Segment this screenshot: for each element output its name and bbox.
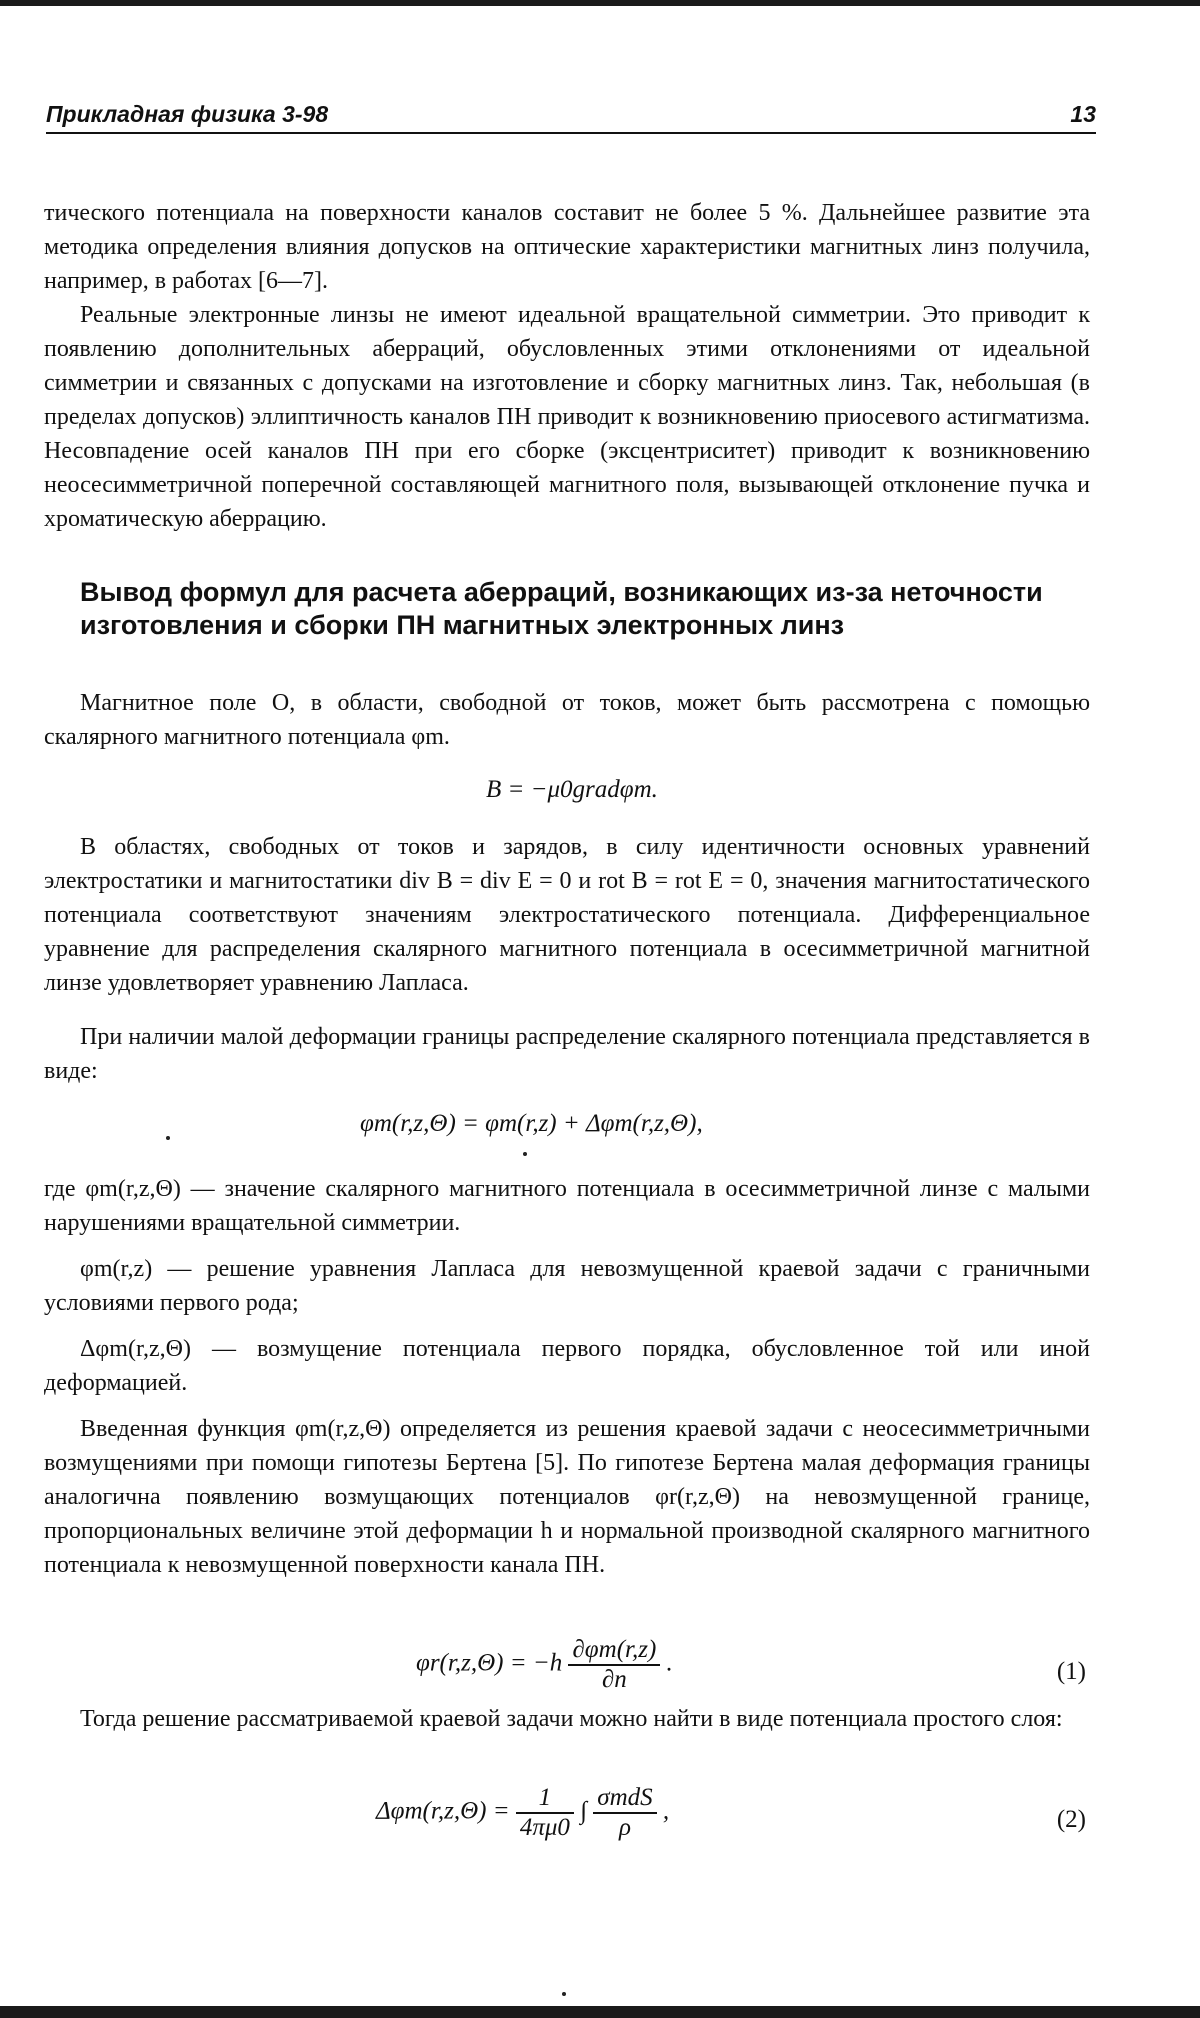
eq2-denominator-const: 4πμ0: [519, 1814, 570, 1841]
scan-speck: [166, 1136, 170, 1140]
paragraph-deformation: При наличии малой деформации границы распределение скалярного потенциала представляется в виде:: [44, 1024, 1090, 1084]
paragraph-continuation: тического потенциала на поверхности каналов составит не более 5 %. Дальнейшее развитие эта методика определения влияния допусков на оптические характеристики магнитных линз получила, например, в работах [6—7].: [44, 200, 1090, 294]
eq1-denominator: ∂n: [601, 1666, 627, 1693]
paragraph-simple-layer: Тогда решение рассматриваемой краевой задачи можно найти в виде потенциала простого слоя:: [80, 1706, 1063, 1732]
paragraph-where: где φm(r,z,Θ) — значение скалярного магнитного потенциала в осесимметричной линзе с малыми нарушениями вращательной симметрии.: [44, 1176, 1090, 1236]
eq2-numerator-const: 1: [516, 1784, 574, 1814]
equation-2: [376, 1784, 669, 1842]
paragraph-berten: Введенная функция φm(r,z,Θ) определяется из решения краевой задачи с неосесимметричными возмущениями при помощи гипотезы Бертена [5]. По гипотезе Бертена малая деформация границы аналогична появлению возмущающих потенциалов φr(r,z,Θ) на невозмущенной границе, пропорциональных величине этой деформации h и нормальной производной скалярного магнитного потенциала к невозмущенной поверхности канала ПН.: [44, 1416, 1090, 1578]
eq1-fraction: [568, 1636, 660, 1694]
section-heading: Вывод формул для расчета аберраций, возникающих из-за неточности изготовления и сборки ПН магнитных электронных линз: [80, 577, 1043, 640]
paragraph-real-lenses: Реальные электронные линзы не имеют идеальной вращательной симметрии. Это приводит к появлению дополнительных аберраций, обусловленных этими отклонениями от идеальной симметрии и связанных с допусками на изготовление и сборку магнитных линз. Так, небольшая (в пределах допусков) эллиптичность каналов ПН приводит к возникновению приосевого астигматизма. Несовпадение осей каналов ПН при его сборке (эксцентриситет) приводит к возникновению неосесимметричной поперечной составляющей магнитного поля, вызывающей отклонение пучка и хроматическую аберрацию.: [44, 302, 1090, 532]
eq1-numerator: ∂φm(r,z): [568, 1636, 660, 1666]
eq2-denominator-integrand: ρ: [618, 1814, 631, 1841]
eq2-integral: ∫: [580, 1797, 588, 1825]
equation-1: [416, 1636, 673, 1694]
eq2-tail: ,: [662, 1797, 670, 1825]
paragraph-laplace: В областях, свободных от токов и зарядов, в силу идентичности основных уравнений электростатики и магнитостатики div B = div E = 0 и rot B = rot E = 0, значения магнитостатического потенциала соответствуют значениям электростатического потенциала. Дифференциальное уравнение для распределения скалярного магнитного потенциала в осесимметричной магнитной линзе удовлетворяет уравнению Лапласа.: [44, 834, 1090, 996]
paragraph-laplace-solution: φm(r,z) — решение уравнения Лапласа для невозмущенной краевой задачи с граничными условиями первого рода;: [44, 1256, 1090, 1316]
journal-title: Прикладная физика 3-98: [46, 101, 329, 127]
equation-potential-split: φm(r,z,Θ) = φm(r,z) + Δφm(r,z,Θ),: [360, 1110, 703, 1137]
equation-1-label: (1): [1056, 1658, 1086, 1685]
equation-gradient: B = −μ0gradφm.: [486, 776, 658, 803]
page-number: 13: [1070, 101, 1096, 127]
paragraph-scalar-potential: Магнитное поле О, в области, свободной от токов, может быть рассмотрена с помощью скалярного магнитного потенциала φm.: [44, 690, 1090, 750]
eq2-lhs: Δφm(r,z,Θ) =: [376, 1797, 510, 1825]
scan-edge-bottom: [0, 2006, 1200, 2018]
equation-2-label: (2): [1056, 1806, 1086, 1833]
eq2-numerator-integrand: σmdS: [593, 1784, 656, 1814]
paragraph-perturbation: Δφm(r,z,Θ) — возмущение потенциала первого порядка, обусловленное той или иной деформацией.: [44, 1336, 1090, 1396]
scan-edge-top: [0, 0, 1200, 6]
eq2-fraction-integrand: [593, 1784, 656, 1842]
running-header: [46, 98, 1096, 134]
eq2-fraction-const: [516, 1784, 574, 1842]
scan-speck: [523, 1152, 527, 1156]
eq1-tail: .: [666, 1649, 673, 1677]
scan-speck: [562, 1992, 566, 1996]
eq1-lhs: φr(r,z,Θ) = −h: [416, 1649, 563, 1677]
